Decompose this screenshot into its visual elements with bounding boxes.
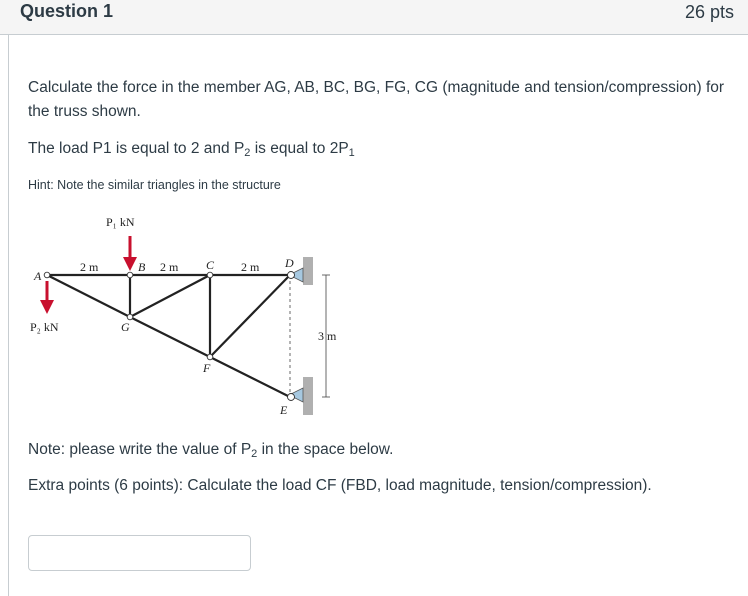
truss-members [47,275,290,397]
load-statement-prefix: The load P1 is equal to 2 and P [28,140,245,157]
question-points: 26 pts [684,2,734,22]
wall-support-top [303,257,313,285]
joint-d [288,272,295,279]
hint-text: Hint: Note the similar triangles in the structure [28,178,281,192]
joint-b [127,272,133,278]
label-node-b: B [138,260,146,274]
load-statement-sub2: 1 [348,147,355,159]
joint-e [288,394,295,401]
load-arrow-p1-head [123,257,137,271]
label-p2: P₂ kN [30,320,59,334]
extra-points-text: Extra points (6 points): Calculate the load CF (FBD, load magnitude, tension/compression). [28,477,652,494]
wall-support-bottom [303,377,313,415]
label-node-c: C [206,258,215,272]
label-dim-height: 3 m [318,329,337,343]
note-prefix: Note: please write the value of P [28,441,252,458]
note-suffix: in the space below. [257,441,394,458]
member-fd [210,275,290,357]
load-statement-sub1: 2 [244,147,251,159]
label-dim-bc: 2 m [160,260,179,274]
question-text-line-1: Calculate the force in the member AG, AB, BC, BG, FG, CG (magnitude and tension/compression) for [28,79,725,96]
label-node-a: A [34,269,42,283]
label-dim-cd: 2 m [241,260,260,274]
load-statement-mid: is equal to 2P [250,140,349,157]
label-dim-ab: 2 m [80,260,99,274]
label-node-f: F [203,361,211,375]
label-p1: P₁ kN [106,215,135,229]
question-title: Question 1 [20,1,114,21]
joint-c [207,272,213,278]
label-node-d: D [285,256,294,270]
load-arrow-p2-head [40,300,54,314]
question-text-line-2: the truss shown. [28,103,141,120]
member-gf [130,317,210,357]
label-node-e: E [280,403,288,417]
label-node-g: G [121,320,130,334]
member-gc [130,275,210,317]
joint-g [127,314,133,320]
joint-a [44,272,50,278]
answer-input[interactable] [28,535,251,571]
joint-f [207,354,213,360]
member-fe [210,357,290,397]
member-ag [47,275,130,317]
note-text [28,438,393,462]
note-sub: 2 [251,448,258,460]
